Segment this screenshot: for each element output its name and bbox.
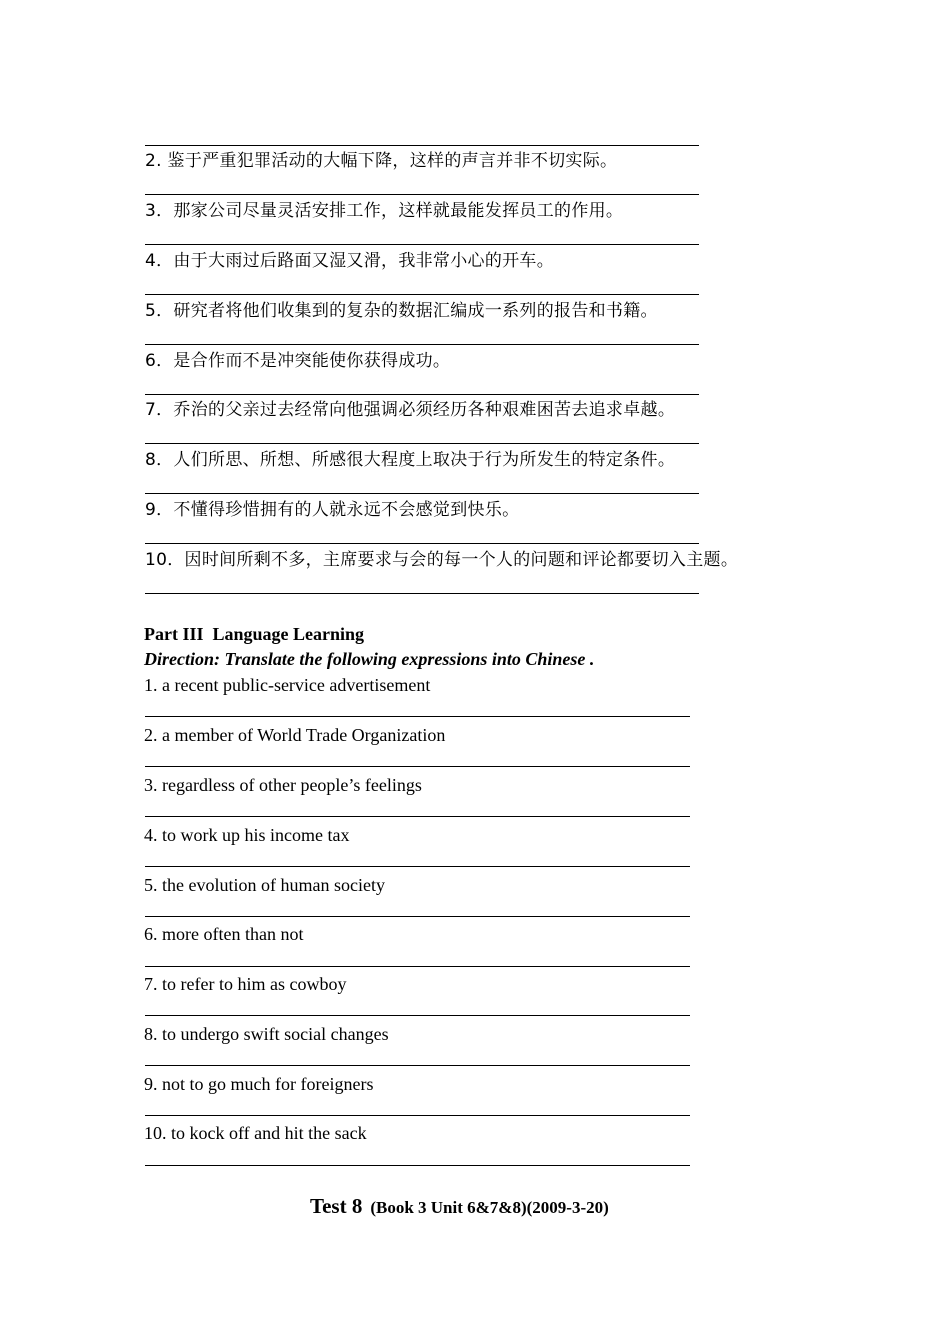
answer-line: [145, 1015, 690, 1016]
translation-item-5: 5．研究者将他们收集到的复杂的数据汇编成一系列的报告和书籍。: [145, 301, 658, 321]
answer-line: [145, 716, 690, 717]
test-label: Test 8: [310, 1194, 363, 1218]
translation-item-9: 9．不懂得珍惜拥有的人就永远不会感觉到快乐。: [145, 500, 520, 520]
translation-item-4: 4．由于大雨过后路面又湿又滑，我非常小心的开车。: [145, 251, 555, 271]
expression-item-9: 9. not to go much for foreigners: [144, 1074, 374, 1094]
answer-line: [145, 145, 699, 146]
answer-line: [145, 1115, 690, 1116]
answer-line: [145, 766, 690, 767]
answer-line: [145, 194, 699, 195]
translation-item-10: 10．因时间所剩不多，主席要求与会的每一个人的问题和评论都要切入主题。: [145, 550, 739, 570]
answer-line: [145, 294, 699, 295]
answer-line: [145, 816, 690, 817]
expression-item-2: 2. a member of World Trade Organization: [144, 725, 446, 745]
translation-item-3: 3．那家公司尽量灵活安排工作，这样就最能发挥员工的作用。: [145, 201, 624, 221]
answer-line: [145, 344, 699, 345]
answer-line: [145, 543, 699, 544]
answer-line: [145, 1065, 690, 1066]
expression-item-10: 10. to kock off and hit the sack: [144, 1123, 367, 1143]
answer-line: [145, 593, 699, 594]
answer-line: [145, 916, 690, 917]
answer-line: [145, 394, 699, 395]
answer-line: [145, 244, 699, 245]
translation-item-8: 8．人们所思、所想、所感很大程度上取决于行为所发生的特定条件。: [145, 450, 676, 470]
translation-item-6: 6．是合作而不是冲突能使你获得成功。: [145, 351, 451, 371]
answer-line: [145, 966, 690, 967]
section-title: Part III Language Learning: [144, 624, 365, 644]
expression-item-5: 5. the evolution of human society: [144, 875, 385, 895]
answer-line: [145, 443, 699, 444]
expression-item-8: 8. to undergo swift social changes: [144, 1024, 389, 1044]
expression-item-3: 3. regardless of other people’s feelings: [144, 775, 422, 795]
expression-item-1: 1. a recent public-service advertisement: [144, 675, 431, 695]
test-detail: (Book 3 Unit 6&7&8)(2009-3-20): [370, 1198, 609, 1217]
answer-line: [145, 866, 690, 867]
section-direction: Direction: Translate the following expressions into Chinese .: [144, 649, 595, 669]
answer-line: [145, 1165, 690, 1166]
translation-item-2: 2. 鉴于严重犯罪活动的大幅下降，这样的声言并非不切实际。: [145, 151, 618, 171]
translation-item-7: 7．乔治的父亲过去经常向他强调必须经历各种艰难困苦去追求卓越。: [145, 400, 676, 420]
answer-line: [145, 493, 699, 494]
expression-item-4: 4. to work up his income tax: [144, 825, 350, 845]
expression-item-7: 7. to refer to him as cowboy: [144, 974, 347, 994]
expression-item-6: 6. more often than not: [144, 924, 304, 944]
test-heading: [310, 1194, 609, 1219]
